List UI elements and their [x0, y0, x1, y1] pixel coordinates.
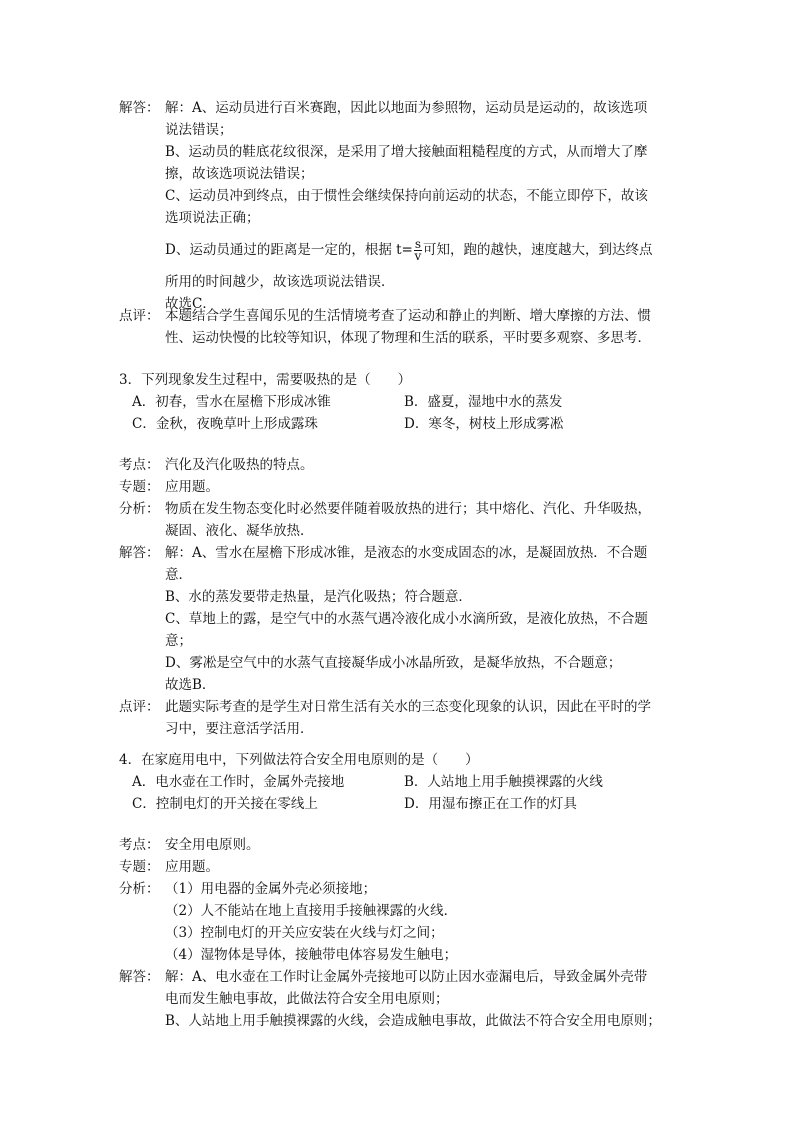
q3-zhuanti-label: 专题： [119, 479, 160, 495]
q2-answer-line: 说法错误； [165, 122, 233, 138]
q2-answer-d-pre: D、运动员通过的距离是一定的，根据 t= [165, 242, 413, 258]
q3-option-b: B．盛夏，湿地中水的蒸发 [404, 394, 563, 410]
q3-jieda-line: C、草地上的露，是空气中的水蒸气遇冷液化成小水滴所致，是液化放热，不合题 [165, 611, 648, 627]
q2-comment-line: 性、运动快慢的比较等知识，体现了物理和生活的联系，平时要多观察、多思考． [165, 330, 651, 346]
q4-option-a: A．电水壶在工作时，金属外壳接地 [132, 774, 345, 790]
q3-dianping-line: 此题实际考查的是学生对日常生活有关水的三态变化现象的认识，因此在平时的学 [165, 699, 651, 715]
q3-dianping [119, 696, 679, 740]
q4-zhuanti [119, 856, 679, 878]
q2-answer-line: 所用的时间越少，故该选项说法错误． [165, 274, 395, 290]
q3-jieda-line: 意． [165, 567, 192, 583]
q4-stem: 4．在家庭用电中，下列做法符合安全用电原则的是（ ） [119, 752, 479, 768]
q3-jieda-label: 解答： [119, 545, 160, 561]
q3-fenxi-line: 物质在发生物态变化时必然要伴随着吸放热的进行；其中熔化、汽化、升华吸热， [165, 501, 651, 517]
speed-formula-fraction [414, 239, 422, 262]
q4-zhuanti-text: 应用题。 [165, 859, 219, 875]
q4-fenxi-line: （3）控制电灯的开关应安装在火线与灯之间； [165, 925, 444, 941]
q3-kaodian [119, 454, 679, 476]
q2-answer-block [119, 97, 679, 315]
q3-jieda-line: D、雾凇是空气中的水蒸气直接凝华成小冰晶所致，是凝华放热，不合题意； [165, 655, 622, 671]
q4-fenxi-line: （2）人不能站在地上直接用手接触裸露的火线． [165, 903, 458, 919]
q4-fenxi [119, 878, 679, 966]
q4-jieda-line: B、人站地上用手触摸裸露的火线，会造成触电事故，此做法不符合安全用电原则； [165, 1013, 661, 1029]
q3-option-a: A．初春，雪水在屋檐下形成冰锥 [132, 394, 331, 410]
q3-option-c: C．金秋，夜晚草叶上形成露珠 [132, 416, 318, 432]
q3-jieda-line: 意； [165, 633, 192, 649]
q3-fenxi [119, 498, 679, 542]
q4-option-d: D．用湿布擦正在工作的灯具 [404, 796, 577, 812]
q4-jieda-line: 电而发生触电事故，此做法符合安全用电原则； [165, 991, 449, 1007]
q3-jieda-line: B、水的蒸发要带走热量，是汽化吸热；符合题意． [165, 589, 472, 605]
q4-jieda [119, 966, 679, 1032]
q2-answer-formula-line [165, 229, 679, 271]
q2-answer-line: 故选C． [165, 296, 216, 312]
q2-answer-line: 擦，故该选项说法错误； [165, 166, 314, 182]
q3-jieda-line: 解：A、雪水在屋檐下形成冰锥，是液态的水变成固态的冰，是凝固放热．不合题 [165, 545, 648, 561]
q4-fenxi-line: （1）用电器的金属外壳必须接地； [165, 881, 377, 897]
q4-fenxi-line: （4）湿物体是导体，接触带电体容易发生触电； [165, 947, 458, 963]
q2-comment-line: 本题结合学生喜闻乐见的生活情境考查了运动和静止的判断、增大摩擦的方法、惯 [165, 308, 651, 324]
q3-zhuanti-text: 应用题。 [165, 479, 219, 495]
q2-answer-line: B、运动员的鞋底花纹很深，是采用了增大接触面粗糙程度的方式，从而增大了摩 [165, 144, 648, 160]
q3-kaodian-label: 考点： [119, 457, 160, 473]
q3-option-d: D．寒冬，树枝上形成雾凇 [404, 416, 564, 432]
q2-answer-line: C、运动员冲到终点，由于惯性会继续保持向前运动的状态，不能立即停下，故该 [165, 188, 648, 204]
q3-zhuanti [119, 476, 679, 498]
q3-kaodian-text: 汽化及汽化吸热的特点。 [165, 457, 314, 473]
q2-comment-label: 点评： [119, 308, 160, 324]
q2-comment-block [119, 305, 679, 349]
q3-dianping-line: 习中，要注意活学活用． [165, 721, 314, 737]
q4-kaodian-text: 安全用电原则。 [165, 837, 260, 853]
fraction-denominator: v [414, 249, 422, 263]
q4-kaodian-label: 考点： [119, 837, 160, 853]
q3-jieda [119, 542, 679, 696]
q4-kaodian [119, 834, 679, 856]
q2-answer-label: 解答： [119, 100, 160, 116]
q4-option-c: C．控制电灯的开关接在零线上 [132, 796, 318, 812]
q3-fenxi-line: 凝固、液化、凝华放热． [165, 523, 314, 539]
q2-answer-line: 选项说法正确； [165, 210, 260, 226]
q4-zhuanti-label: 专题： [119, 859, 160, 875]
q4-jieda-label: 解答： [119, 969, 160, 985]
q4-option-b: B．人站地上用手触摸裸露的火线 [404, 774, 603, 790]
q3-stem: 3．下列现象发生过程中，需要吸热的是（ ） [119, 372, 412, 388]
q4-jieda-line: 解：A、电水壶在工作时让金属外壳接地可以防止因水壶漏电后，导致金属外壳带 [165, 969, 648, 985]
fraction-numerator: s [414, 237, 422, 251]
q3-dianping-label: 点评： [119, 699, 160, 715]
q3-jieda-line: 故选B． [165, 677, 216, 693]
q2-answer-d-post: 可知，跑的越快，速度越大，到达终点 [423, 242, 653, 258]
q3-fenxi-label: 分析： [119, 501, 160, 517]
q2-answer-line: 解：A、运动员进行百米赛跑，因此以地面为参照物，运动员是运动的，故该选项 [165, 100, 648, 116]
q4-fenxi-label: 分析： [119, 881, 160, 897]
